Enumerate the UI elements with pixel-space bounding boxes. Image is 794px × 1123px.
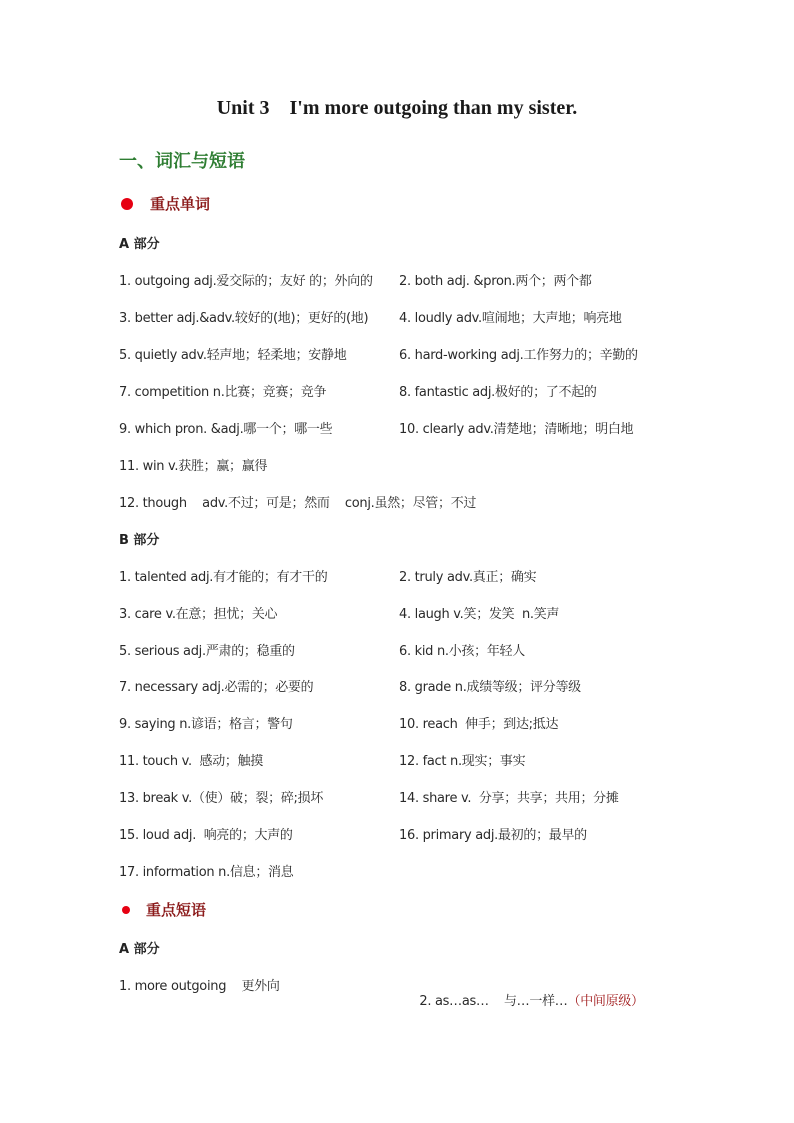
word-item: 16. primary adj.最初的；最早的 — [399, 828, 587, 843]
list-item — [119, 676, 719, 696]
word-item: 10. clearly adv.清楚地；清晰地；明白地 — [399, 422, 634, 437]
key-words-heading — [121, 193, 210, 214]
list-item — [119, 603, 719, 623]
list-item — [119, 344, 719, 364]
list-item — [119, 861, 719, 881]
phrase-note: （中间原级） — [567, 994, 644, 1009]
phrase-text: 2. as…as… 与…一样… — [419, 994, 568, 1009]
list-item — [119, 824, 719, 844]
list-item — [119, 640, 719, 660]
key-phrases-heading — [122, 899, 206, 920]
word-item: 6. hard-working adj.工作努力的；辛勤的 — [399, 348, 638, 363]
page-title: Unit 3 I'm more outgoing than my sister. — [216, 97, 578, 119]
key-phrases-heading-text: 重点短语 — [146, 901, 207, 919]
word-item: 1. talented adj.有才能的；有才干的 — [119, 570, 328, 585]
word-item: 14. share v. 分享；共享；共用；分摊 — [399, 791, 619, 806]
list-item — [119, 713, 719, 733]
word-item: 8. grade n.成绩等级；评分等级 — [399, 680, 581, 695]
list-item — [119, 750, 719, 770]
word-item: 13. break v.（使）破；裂；碎;损坏 — [119, 791, 324, 806]
list-item — [119, 975, 719, 1009]
word-item: 3. care v.在意；担忧；关心 — [119, 607, 278, 622]
word-item: 10. reach 伸手；到达;抵达 — [399, 717, 559, 732]
word-item: 5. serious adj.严肃的；稳重的 — [119, 644, 295, 659]
word-item: 2. truly adv.真正；确实 — [399, 570, 537, 585]
word-item: 7. competition n.比赛；竞赛；竞争 — [119, 385, 327, 400]
list-item — [119, 787, 719, 807]
phrases-part-a-label: A 部分 — [119, 942, 160, 957]
part-a-label: A 部分 — [119, 237, 160, 252]
word-item: 6. kid n.小孩；年轻人 — [399, 644, 525, 659]
list-item — [119, 418, 719, 438]
bullet-dot-icon — [122, 906, 130, 914]
list-item — [119, 381, 719, 401]
word-item: 2. both adj. &pron.两个；两个都 — [399, 274, 592, 289]
word-item: 4. laugh v.笑；发笑 n.笑声 — [399, 607, 560, 622]
word-item: 9. saying n.谚语；格言；警句 — [119, 717, 293, 732]
list-item — [119, 566, 719, 586]
word-item: 8. fantastic adj.极好的；了不起的 — [399, 385, 597, 400]
list-item — [119, 492, 719, 512]
word-item: 7. necessary adj.必需的；必要的 — [119, 680, 314, 695]
word-item: 17. information n.信息；消息 — [119, 865, 294, 880]
word-item: 12. though adv.不过；可是；然而 conj.虽然；尽管；不过 — [119, 496, 477, 511]
word-item: 11. touch v. 感动；触摸 — [119, 754, 263, 769]
bullet-dot-icon — [121, 198, 133, 210]
key-words-heading-text: 重点单词 — [150, 195, 211, 213]
word-item: 4. loudly adv.喧闹地；大声地；响亮地 — [399, 311, 622, 326]
phrase-item: 1. more outgoing 更外向 — [119, 979, 280, 994]
list-item — [119, 270, 719, 290]
word-item: 12. fact n.现实；事实 — [399, 754, 526, 769]
list-item — [119, 307, 719, 327]
section-heading-vocab: 一、词汇与短语 — [119, 151, 245, 172]
word-item: 3. better adj.&adv.较好的(地)；更好的(地) — [119, 311, 369, 326]
word-item: 15. loud adj. 响亮的；大声的 — [119, 828, 293, 843]
word-item: 11. win v.获胜；赢；赢得 — [119, 459, 268, 474]
word-item: 1. outgoing adj.爱交际的；友好 的；外向的 — [119, 274, 373, 289]
part-b-label: B 部分 — [119, 533, 160, 548]
word-item: 9. which pron. &adj.哪一个；哪一些 — [119, 422, 333, 437]
word-item: 5. quietly adv.轻声地；轻柔地；安静地 — [119, 348, 347, 363]
list-item — [119, 455, 719, 475]
phrase-item — [404, 975, 644, 1024]
